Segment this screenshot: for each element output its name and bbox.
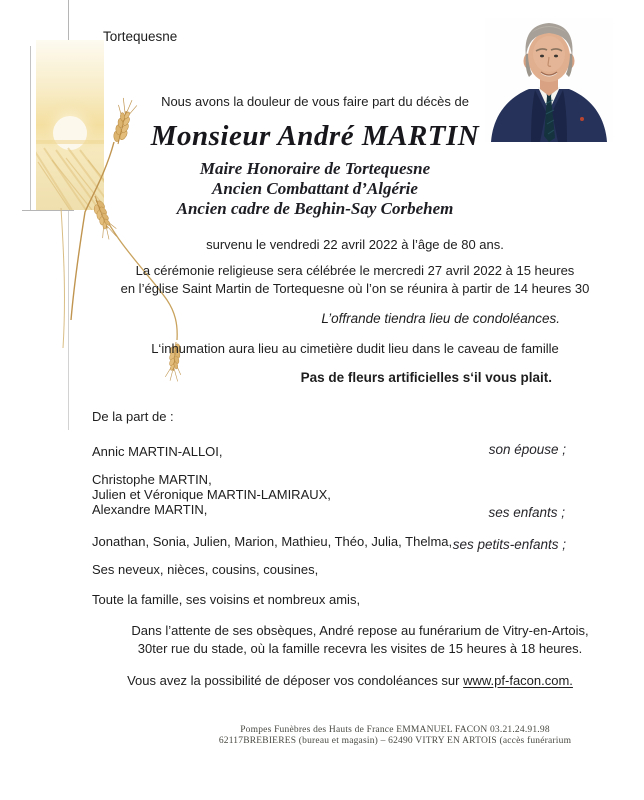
ceremony-line-1: La cérémonie religieuse sera célébrée le mercredi 27 avril 2022 à 15 heures (135, 263, 575, 278)
children-relation-label: ses enfants ; (488, 505, 565, 520)
grandchildren-names: Jonathan, Sonia, Julien, Marion, Mathieu, Théo, Julia, Thelma, (92, 534, 453, 549)
commune-name: Tortequesne (103, 29, 178, 44)
offering-note: L’offrande tiendra lieu de condoléances. (321, 311, 560, 326)
from-heading: De la part de : (92, 409, 174, 424)
child-name-1: Christophe MARTIN, (92, 472, 212, 487)
no-artificial-flowers-note: Pas de fleurs artificielles s‘il vous plait. (300, 370, 552, 385)
honorific-line-2: Ancien Combattant d’Algérie (212, 179, 418, 198)
condolences-text: Vous avez la possibilité de déposer vos condoléances sur (127, 673, 464, 688)
friends-line: Toute la famille, ses voisins et nombreux amis, (92, 592, 361, 607)
grandchildren-relation-label: ses petits-enfants ; (452, 537, 566, 552)
spouse-relation-label: son épouse ; (488, 442, 566, 457)
condolences-line (60, 672, 640, 689)
funeral-home-footer-line-2: 62117BREBIERES (bureau et magasin) – 62490 VITRY EN ARTOIS (accès funérarium (218, 736, 572, 746)
honorific-line-1: Maire Honoraire de Tortequesne (199, 159, 431, 178)
intro-line: Nous avons la douleur de vous faire part du décès de (161, 94, 469, 109)
child-name-2: Julien et Véronique MARTIN-LAMIRAUX, (92, 487, 331, 502)
relatives-line: Ses neveux, nièces, cousins, cousines, (92, 562, 319, 577)
deceased-name-title: Monsieur André MARTIN (150, 120, 480, 152)
death-info-line: survenu le vendredi 22 avril 2022 à l’âge de 80 ans. (206, 237, 504, 252)
honorific-line-3: Ancien cadre de Beghin-Say Corbehem (176, 199, 454, 218)
burial-note: L‘inhumation aura lieu au cimetière dudit lieu dans le caveau de famille (151, 341, 559, 356)
spouse-name: Annic MARTIN-ALLOI, (92, 444, 223, 459)
wheat-field-artwork-image (0, 0, 210, 460)
funeral-home-footer-line-1: Pompes Funèbres des Hauts de France EMMANUEL FACON 03.21.24.91.98 (240, 725, 550, 735)
ceremony-line-2: en l’église Saint Martin de Tortequesne où l’on se réunira à partir de 14 heures 30 (120, 281, 590, 296)
condolences-website-link[interactable]: www.pf-facon.com. (463, 673, 573, 688)
repose-line-1: Dans l’attente de ses obsèques, André repose au funérarium de Vitry-en-Artois, (131, 623, 589, 638)
child-name-3: Alexandre MARTIN, (92, 502, 208, 517)
repose-line-2: 30ter rue du stade, où la famille recevra les visites de 15 heures à 18 heures. (137, 641, 583, 656)
